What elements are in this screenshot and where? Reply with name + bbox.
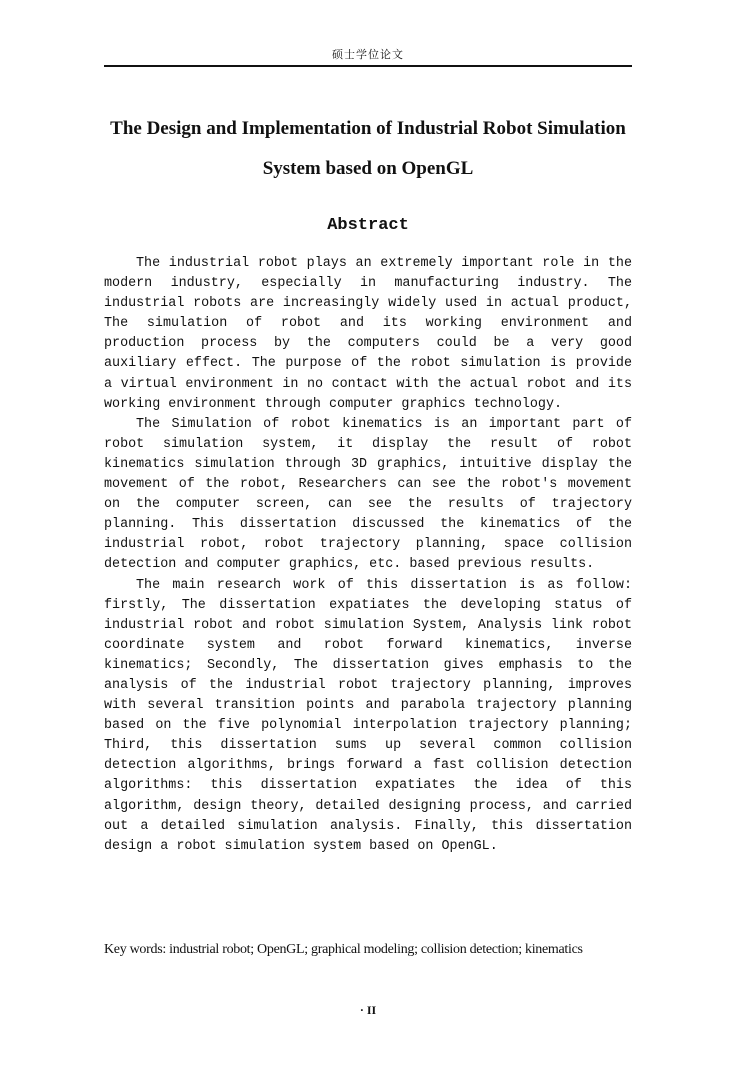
keywords: Key words: industrial robot; OpenGL; graphical modeling; collision detection; kinematics — [104, 942, 583, 957]
running-header: 硕士学位论文 — [332, 48, 404, 61]
abstract-heading: Abstract — [327, 216, 409, 236]
page-number: · II — [359, 1003, 377, 1017]
abstract-paragraph-2: The Simulation of robot kinematics is an important part of robot simulation system, it display the result of robot kinematics simulation through 3D graphics, intuitive display the movement of the robot, Researchers can see the robot's movement on the computer screen, can see the results of trajectory planning. This dissertation discussed the kinematics of the industrial robot, robot trajectory planning, space collision detection and computer graphics, etc. based previous results. — [104, 416, 632, 573]
abstract-paragraph-3: The main research work of this dissertation is as follow: firstly, The dissertation expatiates the developing status of industrial robot and robot simulation System, Analysis link robot coordinate system and robot forward kinematics, inverse kinematics; Secondly, The dissertation gives emphasis to the analysis of the industrial robot trajectory planning, improves with several transition points and parabola trajectory planning based on the five polynomial interpolation trajectory planning; Third, this dissertation sums up several common collision detection algorithms, brings forward a fast collision detection algorithms: this dissertation expatiates the idea of this algorithm, design theory, detailed designing process, and carried out a detailed simulation analysis. Finally, this dissertation design a robot simulation system based on OpenGL. — [104, 577, 632, 854]
header-rule — [104, 65, 632, 67]
abstract-paragraph-1: The industrial robot plays an extremely important role in the modern industry, especially in manufacturing industry. The industrial robots are increasingly widely used in actual product, The simulation of robot and its working environment and production process by the computers could be a very good auxiliary effect. The purpose of the robot simulation is provide a virtual environment in no contact with the actual robot and its working environment through computer graphics technology. — [104, 256, 632, 412]
paper-title: The Design and Implementation of Industrial Robot Simulation System based on OpenGL — [110, 117, 626, 179]
abstract-body — [104, 254, 632, 857]
